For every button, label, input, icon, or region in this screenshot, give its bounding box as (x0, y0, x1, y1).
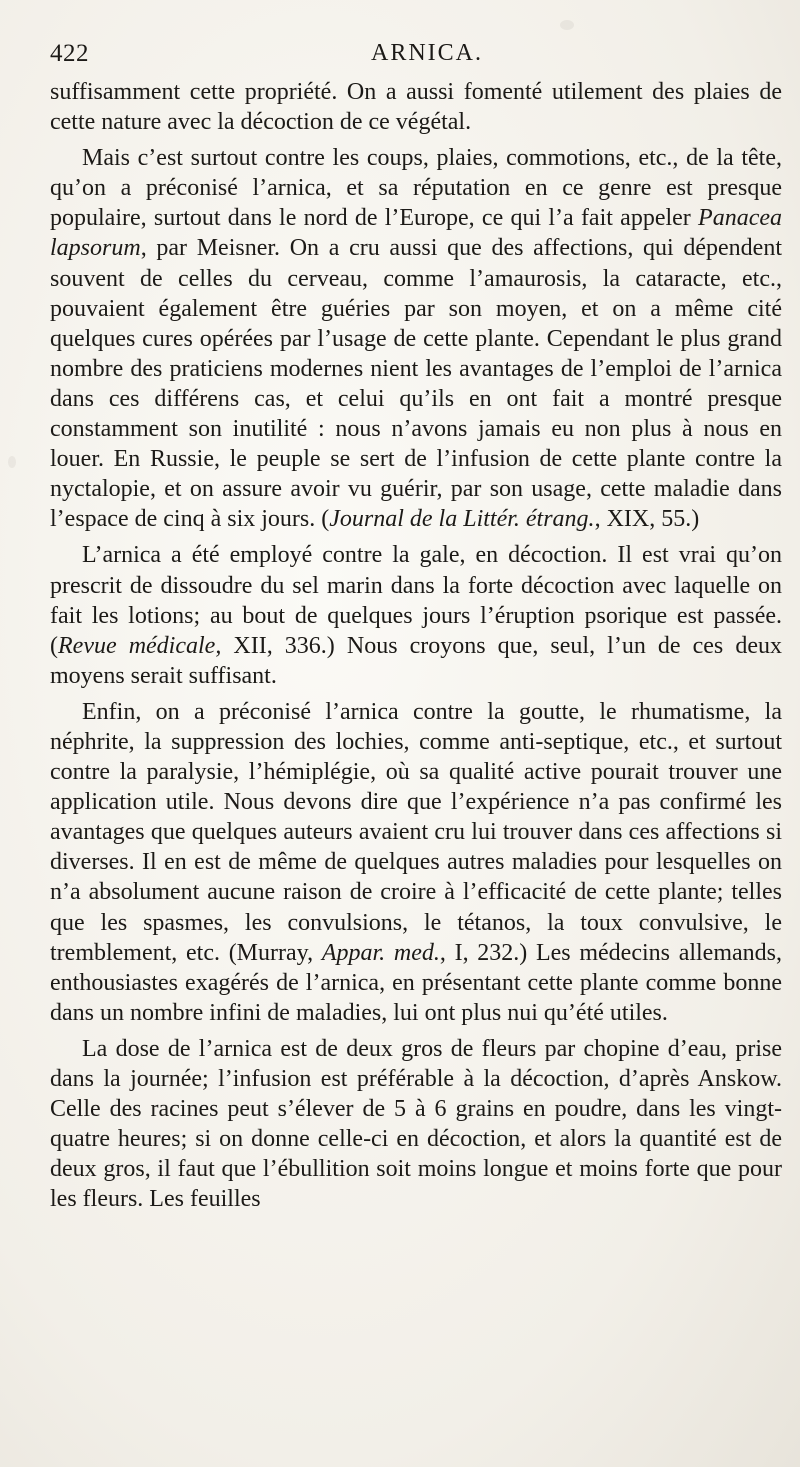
text-run: XII, 336.) Nous croyons que, seul, l’un de ces deux moyens serait suffisant. (50, 632, 782, 689)
page-header (46, 40, 786, 80)
text-run: L’arnica a été employé contre la gale, en décoction. Il est vrai qu’on prescrit de dissoudre du sel marin dans la forte décoction avec laquelle on fait les lotions; au bout de quelques jours l’éruption psorique est passée. ( (50, 542, 782, 659)
text-run: suffisamment cette propriété. On a aussi fomenté utilement des plaies de cette nature avec la décoction de ce végétal. (50, 79, 782, 136)
text-run: La dose de l’arnica est de deux gros de fleurs par chopine d’eau, prise dans la journée; l’infusion est préférable à la décoction, d’après Anskow. Celle des racines peut s’élever de 5 à 6 grains en poudre, dans les vingt-quatre heures; si on donne celle-ci en décoction, et alors la quantité est de deux gros, il faut que l’ébullition soit moins longue et moins forte que pour les fleurs. Les feuilles (50, 1035, 782, 1213)
text-run: , par Meisner. On a cru aussi que des affections, qui dépendent souvent de celles du cerveau, comme l’amaurosis, la cataracte, etc., pouvaient également être guéries par son moyen, et on a même cité quelques cures opérées par l’usage de cette plante. Cependant le plus grand nombre des praticiens modernes nient les avantages de l’emploi de l’arnica dans ces différens cas, et celui qu’ils en ont fait a montré presque constamment son inutilité : nous n’avons jamais eu non plus à nous en louer. En Russie, le peuple se sert de l’infusion de cette plante contre la nyctalopie, et on assure avoir vu guérir, par son usage, cette maladie dans l’espace de cinq à six jours. ( (50, 235, 782, 533)
text-run: Enfin, on a préconisé l’arnica contre la goutte, le rhumatisme, la néphrite, la suppression des lochies, comme anti-septique, etc., et surtout contre la paralysie, l’hémiplégie, où sa qualité active pourait trouver une application utile. Nous devons dire que l’expérience n’a pas confirmé les avantages que quelques auteurs avaient cru lui trouver dans ces affections si diverses. Il en est de même de quelques autres maladies pour lesquelles on n’a absolument aucune raison de croire à l’efficacité de cette plante; telles que les spasmes, les convulsions, le tétanos, la toux convulsive, le tremblement, etc. (Murray, (50, 698, 782, 966)
paragraph (50, 697, 782, 1028)
text-run: , XIX, 55.) (594, 506, 700, 533)
running-head: ARNICA. (371, 40, 484, 66)
paragraph (50, 77, 782, 137)
citation-italic: Panacea lapsorum (50, 205, 782, 262)
body-text (50, 77, 782, 1220)
text-run: Mais c’est surtout contre les coups, plaies, commotions, etc., de la tête, qu’on a préconisé l’arnica, et sa réputation en ce genre est presque populaire, surtout dans le nord de l’Europe, ce qui l’a fait appeler (50, 145, 782, 232)
text-run: , I, 232.) Les médecins allemands, enthousiastes exagérés de l’arnica, en présentant cette plante comme bonne dans un nombre infini de maladies, lui ont plus nui qu’été utiles. (50, 939, 782, 1026)
paper-stain (560, 20, 574, 30)
citation-italic: Appar. med. (321, 939, 440, 966)
paragraph (50, 540, 782, 690)
paragraph (50, 1034, 782, 1215)
paragraph (50, 143, 782, 534)
paper-stain (8, 456, 16, 468)
citation-italic: Journal de la Littér. étrang. (329, 506, 595, 533)
page-number: 422 (50, 40, 89, 67)
citation-italic: Revue médicale, (58, 632, 222, 659)
